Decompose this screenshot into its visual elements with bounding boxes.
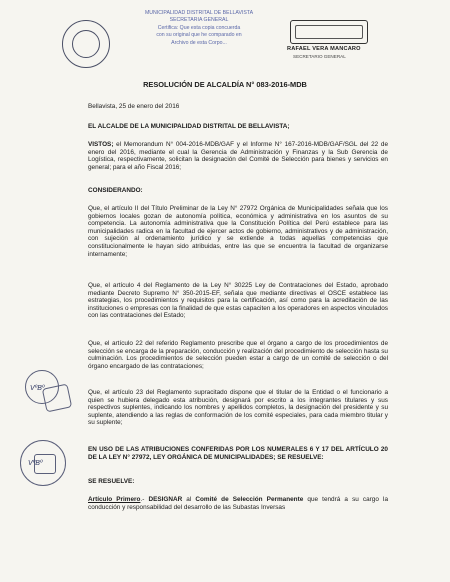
considerando-paragraph: Que, el artículo II del Título Preliminar de la Ley N° 27972 Orgánica de Municipalidades señala que los gobiernos locales gozan de autonomía política, económica y administrativa en los asuntos de su competencia. La autonomía administrativa que la Constitución Política del Perú establece para las municipalidades radica en la facultad de ejercer actos de gobierno, administrativos y de administración, con sujeción al ordenamiento jurídico y se extiende a todas aquellas competencias que constitucionalmente le hayan sido atribuidas, entre las que se encuentra la facultad de organizarse internamente; xyxy=(88,205,388,258)
municipal-seal-icon xyxy=(62,20,110,68)
approval-stamp-icon xyxy=(42,384,72,413)
stamp-line: con su original que he comparado en xyxy=(156,32,242,39)
considerando-paragraph: Que, el artículo 22 del referido Reglamento prescribe que el órgano a cargo de los procedimientos de selección se encarga de la preparación, conducción y realización del procedimiento de selección hasta su culminación. Los procedimientos de selección pueden estar a cargo de un comité de selección o del órgano encargado de las contrataciones; xyxy=(88,340,388,370)
vistos-label: VISTOS; xyxy=(88,141,114,148)
article-one-mid: al xyxy=(182,496,196,503)
article-one-text: que tendrá a su cargo la conducción y responsabilidad del desarrollo de las Subastas Inversas xyxy=(88,496,389,511)
considerando-paragraph: Que, el artículo 4 del Reglamento de la Ley N° 30225 Ley de Contrataciones del Estado, aprobado mediante Decreto Supremo N° 350-2015-EF, señala que mediante directivas el OSCE establece las estrategias, los procedimientos y requisitos para la certificación, así como para la acreditación de las instituciones o empresas con la finalidad de que estas capaciten a los operadores en aspectos vinculados con las contrataciones del Estado; xyxy=(88,282,388,320)
date-line: Bellavista, 25 de enero del 2016 xyxy=(88,103,180,110)
signature-stamp-icon xyxy=(290,20,368,44)
stamp-line: Certifica: Que esta copia concuerda xyxy=(157,24,241,31)
vistos-text: el Memorandum N° 004-2016-MDB/GAF y el Informe N° 167-2016-MDB/GAF/SGL del 22 de enero del 2016, mediante el cual la Gerencia de Administración y Finanzas y la Sub Gerencia de Logística, respectivamente, solicitan la designación del Comité de Selección para bienes y servicios en general; para el año Fiscal 2016; xyxy=(88,141,388,171)
article-one-paragraph xyxy=(88,496,388,511)
resolution-title: RESOLUCIÓN DE ALCALDÍA N° 083-2016-MDB xyxy=(143,80,307,89)
signer-role: SECRETARIO GENERAL xyxy=(293,54,346,59)
signer-name: RAFAEL VERA MANCARO xyxy=(287,46,361,52)
authority-line: EL ALCALDE DE LA MUNICIPALIDAD DISTRITAL DE BELLAVISTA; xyxy=(88,123,290,130)
article-one-verb: DESIGNAR xyxy=(148,496,183,503)
resuelve-label: SE RESUELVE: xyxy=(88,478,135,485)
article-one-separator: .- xyxy=(140,496,149,503)
considerando-paragraph: Que, el artículo 23 del Reglamento supracitado dispone que el titular de la Entidad o el funcionario a quien se hubiera delegado esta atribución, designará por escrito a los integrantes titulares y sus respectivos suplentes, indicando los nombres y apellidos completos, la designación del presidente y su suplente, atendiendo a las reglas de conformación de los comité especiales, para cada miembro titular y su suplente; xyxy=(88,389,388,427)
stamp-line: MUNICIPALIDAD DISTRITAL DE BELLAVISTA xyxy=(144,10,254,16)
article-one-label: Artículo Primero xyxy=(88,496,141,503)
stamp-line: Archivo de esta Corpo... xyxy=(171,39,227,46)
approval-mark: VºBº xyxy=(30,385,45,392)
stamp-line: SECRETARIA GENERAL xyxy=(169,17,229,24)
certification-stamp xyxy=(130,10,268,66)
article-one-committee: Comité de Selección Permanente xyxy=(195,496,304,503)
vistos-paragraph xyxy=(88,141,388,171)
considerando-label: CONSIDERANDO: xyxy=(88,187,143,194)
attributions-paragraph: EN USO DE LAS ATRIBUCIONES CONFERIDAS POR LOS NUMERALES 6 Y 17 DEL ARTÍCULO 20 DE LA LEY N° 27972, LEY ORGÁNICA DE MUNICIPALIDADES; SE RESUELVE: xyxy=(88,446,388,461)
approval-mark: VºBº xyxy=(28,460,43,467)
